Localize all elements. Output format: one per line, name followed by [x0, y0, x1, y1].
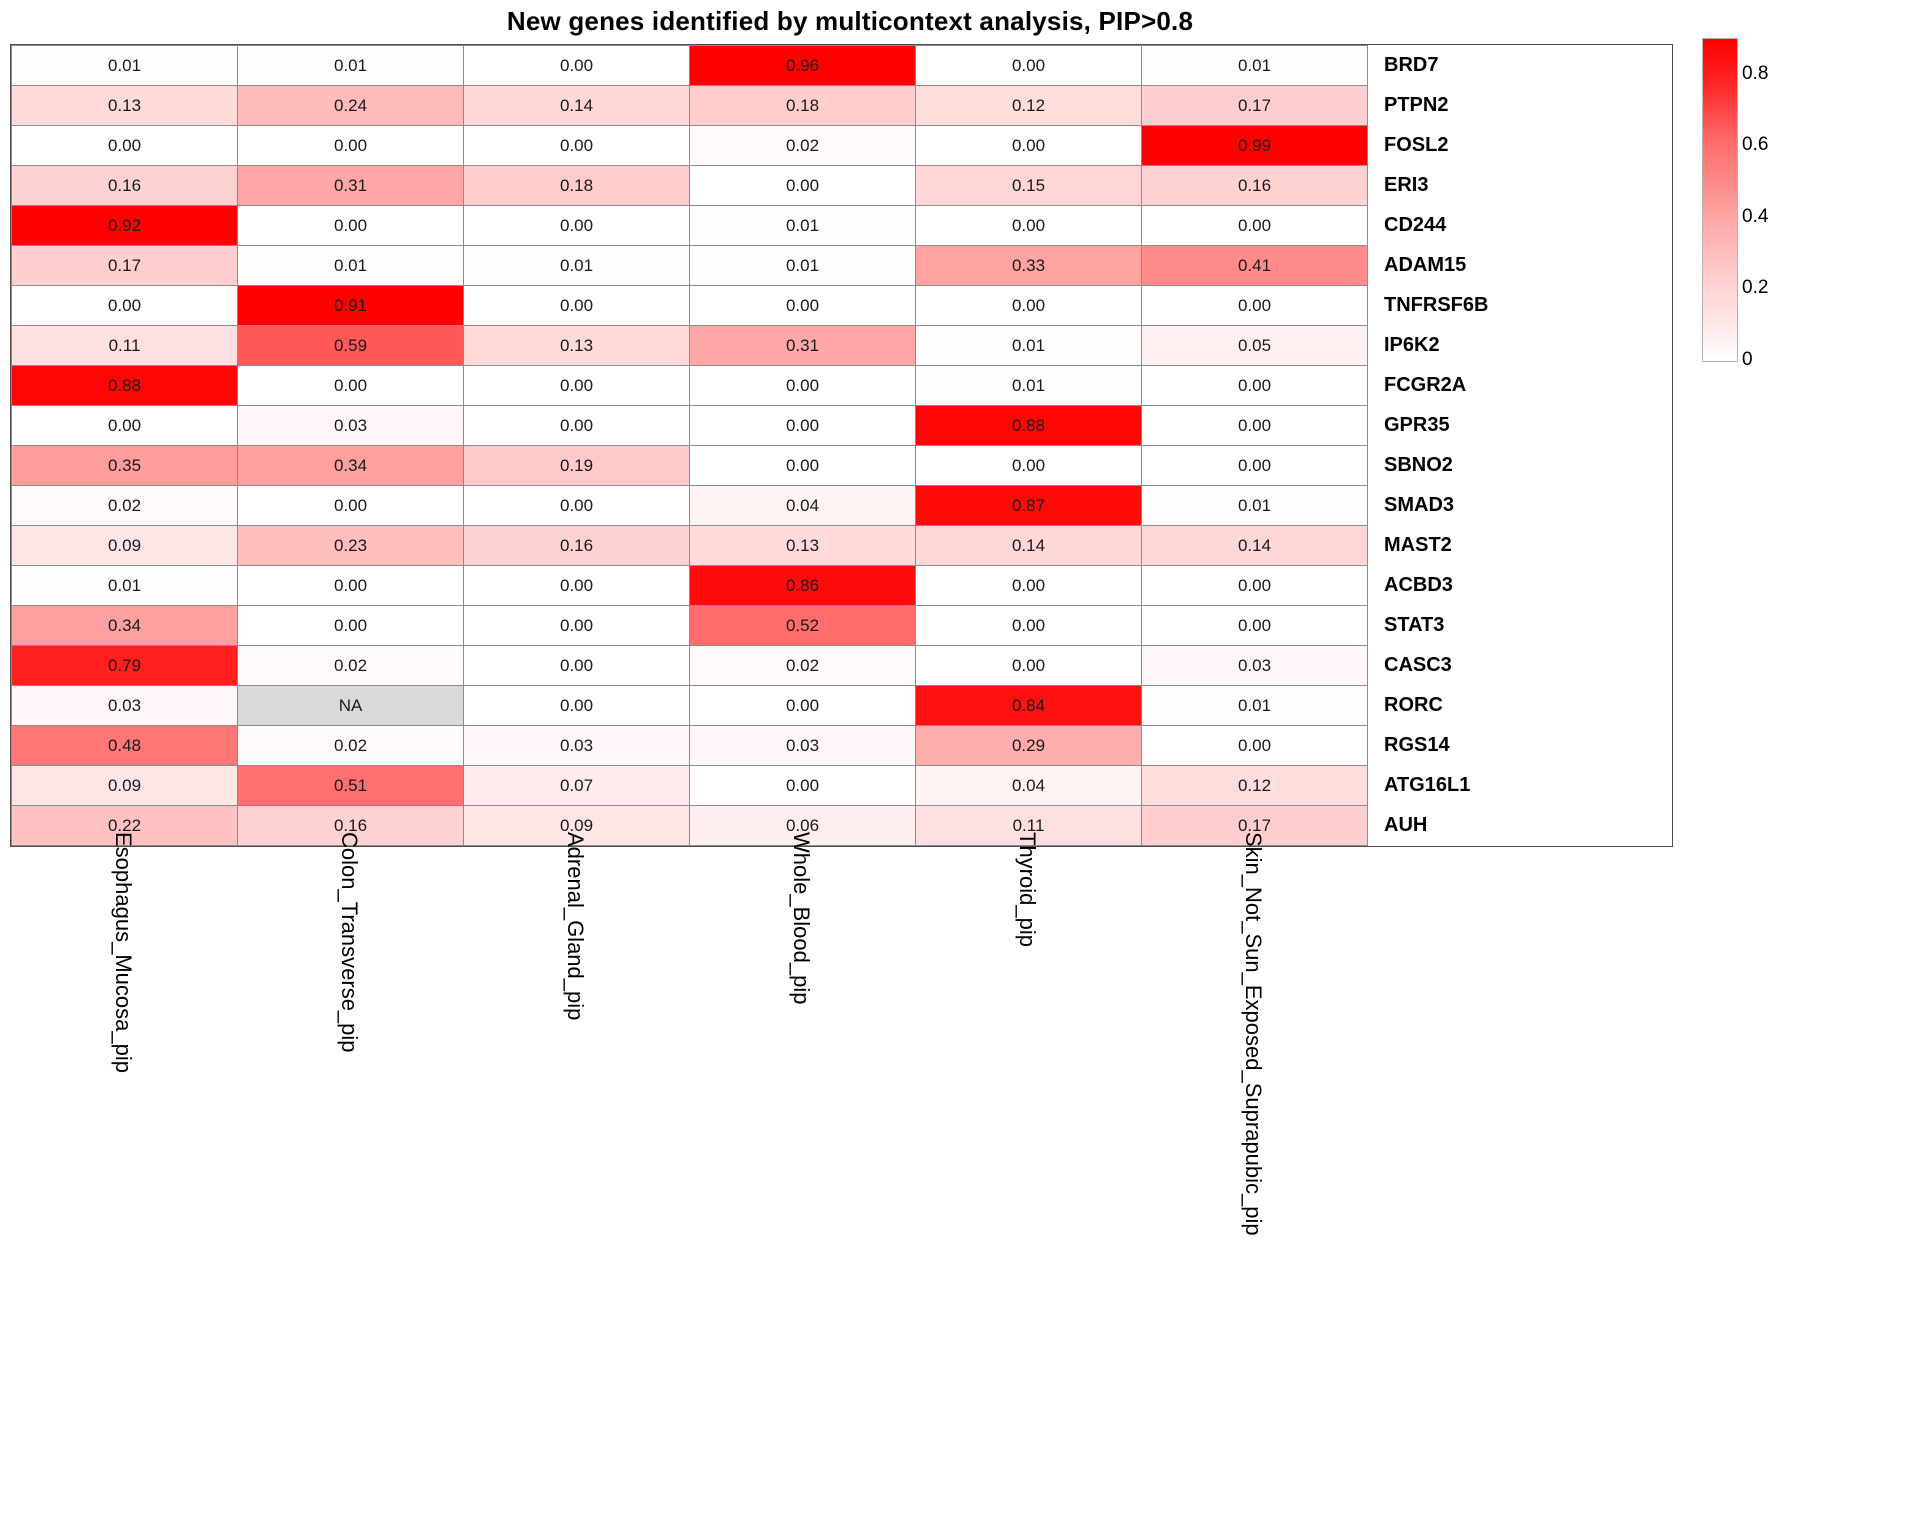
heatmap-cell: 0.07: [464, 766, 690, 806]
colorbar-tick-label: 0: [1742, 349, 1753, 370]
heatmap-cell: 0.00: [916, 566, 1142, 606]
row-label: MAST2: [1384, 534, 1452, 556]
table-row: [12, 726, 1673, 766]
heatmap-cell: 0.00: [238, 366, 464, 406]
heatmap-cell: 0.59: [238, 326, 464, 366]
column-label-slot: [1140, 828, 1366, 1448]
heatmap-cell: 0.00: [690, 166, 916, 206]
heatmap-cell: 0.09: [12, 526, 238, 566]
heatmap-cell: 0.35: [12, 446, 238, 486]
row-label: RGS14: [1384, 734, 1450, 756]
column-label-slot: [914, 828, 1140, 1448]
heatmap-cell: 0.16: [464, 526, 690, 566]
heatmap-cell: 0.00: [1142, 566, 1368, 606]
heatmap-cell: 0.00: [690, 766, 916, 806]
column-label: Esophagus_Mucosa_pip: [111, 832, 136, 1073]
column-label: Whole_Blood_pip: [789, 832, 814, 1005]
row-label: SBNO2: [1384, 454, 1453, 476]
column-label-slot: [688, 828, 914, 1448]
heatmap-cell: 0.01: [1142, 46, 1368, 86]
heatmap-cell: 0.99: [1142, 126, 1368, 166]
heatmap-cell: 0.96: [690, 46, 916, 86]
heatmap-cell: 0.05: [1142, 326, 1368, 366]
table-row: [12, 326, 1673, 366]
row-label: ACBD3: [1384, 574, 1453, 596]
heatmap-cell: 0.31: [238, 166, 464, 206]
column-label: Adrenal_Gland_pip: [563, 832, 588, 1021]
table-row: [12, 366, 1673, 406]
heatmap-cell: 0.03: [12, 686, 238, 726]
heatmap-cell: 0.13: [690, 526, 916, 566]
row-label: FCGR2A: [1384, 374, 1467, 396]
colorbar-tick-label: 0.2: [1742, 277, 1769, 299]
row-label: CD244: [1384, 214, 1447, 236]
heatmap-cell: 0.12: [916, 86, 1142, 126]
heatmap-cell: 0.19: [464, 446, 690, 486]
heatmap-cell: 0.00: [238, 126, 464, 166]
heatmap-cell: 0.48: [12, 726, 238, 766]
heatmap-cell: 0.41: [1142, 246, 1368, 286]
row-label: FOSL2: [1384, 134, 1449, 156]
heatmap-cell: 0.00: [12, 126, 238, 166]
table-row: [12, 606, 1673, 646]
table-row: [12, 406, 1673, 446]
heatmap-cell: 0.03: [238, 406, 464, 446]
heatmap-cell: 0.16: [12, 166, 238, 206]
heatmap-cell: 0.00: [464, 366, 690, 406]
heatmap-cell: 0.00: [464, 486, 690, 526]
page-title: New genes identified by multicontext analysis, PIP>0.8: [506, 6, 1194, 36]
row-label: STAT3: [1384, 614, 1445, 636]
heatmap-cell: 0.00: [238, 206, 464, 246]
table-row: [12, 206, 1673, 246]
heatmap-cell: 0.18: [464, 166, 690, 206]
heatmap-cell: 0.02: [238, 646, 464, 686]
heatmap-cell: 0.11: [12, 326, 238, 366]
table-row: [12, 646, 1673, 686]
table-row: [12, 246, 1673, 286]
heatmap-cell: 0.00: [916, 206, 1142, 246]
row-label: TNFRSF6B: [1384, 294, 1489, 316]
heatmap-cell: 0.15: [916, 166, 1142, 206]
column-label-slot: [462, 828, 688, 1448]
heatmap-cell: 0.00: [464, 126, 690, 166]
table-row: [12, 486, 1673, 526]
heatmap-cell: 0.00: [916, 606, 1142, 646]
colorbar-tick-label: 0.4: [1742, 205, 1769, 227]
heatmap-cell: 0.91: [238, 286, 464, 326]
table-row: [12, 166, 1673, 206]
heatmap-cell: 0.00: [464, 646, 690, 686]
heatmap-cell: 0.00: [1142, 606, 1368, 646]
row-label: GPR35: [1384, 414, 1450, 436]
heatmap-cell: 0.88: [916, 406, 1142, 446]
table-row: [12, 446, 1673, 486]
heatmap-cell: 0.23: [238, 526, 464, 566]
table-row: [12, 286, 1673, 326]
heatmap-cell: 0.03: [1142, 646, 1368, 686]
heatmap-cell: 0.03: [464, 726, 690, 766]
heatmap-cell: 0.11: [916, 806, 1142, 846]
heatmap-cell: 0.92: [12, 206, 238, 246]
table-row: [12, 86, 1673, 126]
heatmap-cell: 0.00: [916, 286, 1142, 326]
heatmap-cell: 0.01: [690, 246, 916, 286]
heatmap-cell: 0.01: [690, 206, 916, 246]
heatmap-cell: 0.02: [690, 126, 916, 166]
heatmap-cell: 0.17: [1142, 86, 1368, 126]
heatmap-cell: 0.00: [1142, 206, 1368, 246]
heatmap-cell: 0.00: [464, 686, 690, 726]
row-label: SMAD3: [1384, 494, 1455, 516]
heatmap-cell: 0.00: [916, 446, 1142, 486]
heatmap-cell: 0.01: [12, 566, 238, 606]
heatmap-cell: 0.51: [238, 766, 464, 806]
heatmap-cell: 0.31: [690, 326, 916, 366]
heatmap-cell: 0.00: [12, 406, 238, 446]
column-label: Colon_Transverse_pip: [337, 832, 362, 1053]
heatmap-cell: 0.18: [690, 86, 916, 126]
heatmap-cell: 0.00: [1142, 726, 1368, 766]
heatmap-cell: 0.88: [12, 366, 238, 406]
colorbar-gradient: [1702, 38, 1738, 362]
heatmap-cell: 0.00: [238, 606, 464, 646]
heatmap-cell: 0.00: [12, 286, 238, 326]
heatmap-cell: 0.86: [690, 566, 916, 606]
table-row: [12, 766, 1673, 806]
heatmap-cell: 0.00: [690, 446, 916, 486]
heatmap-cell: 0.00: [464, 206, 690, 246]
heatmap-cell: 0.01: [1142, 486, 1368, 526]
heatmap-cell: 0.00: [1142, 406, 1368, 446]
heatmap-cell: 0.00: [1142, 366, 1368, 406]
heatmap-cell: 0.00: [1142, 446, 1368, 486]
heatmap-cell: 0.84: [916, 686, 1142, 726]
heatmap-cell: 0.52: [690, 606, 916, 646]
heatmap-cell: 0.01: [1142, 686, 1368, 726]
heatmap-cell: 0.00: [916, 126, 1142, 166]
heatmap-cell: 0.01: [238, 46, 464, 86]
heatmap-cell: 0.13: [12, 86, 238, 126]
heatmap-cell: 0.00: [1142, 286, 1368, 326]
heatmap-cell: 0.09: [464, 806, 690, 846]
row-label: ADAM15: [1384, 254, 1467, 276]
heatmap-cell: 0.04: [690, 486, 916, 526]
row-label: ERI3: [1384, 174, 1429, 196]
column-label: Thyroid_pip: [1015, 832, 1040, 947]
heatmap-cell: 0.17: [12, 246, 238, 286]
heatmap-cell: 0.00: [464, 46, 690, 86]
heatmap-cell: 0.01: [238, 246, 464, 286]
table-row: [12, 686, 1673, 726]
heatmap-cell: 0.00: [690, 686, 916, 726]
heatmap-cell: 0.00: [690, 286, 916, 326]
heatmap-cell: 0.34: [238, 446, 464, 486]
heatmap-cell: 0.00: [464, 286, 690, 326]
row-label: ATG16L1: [1384, 774, 1471, 796]
heatmap-cell: 0.00: [690, 406, 916, 446]
heatmap-cell: 0.16: [1142, 166, 1368, 206]
heatmap-cell: 0.00: [690, 366, 916, 406]
heatmap-cell: 0.14: [916, 526, 1142, 566]
heatmap-cell: 0.29: [916, 726, 1142, 766]
heatmap-cell: 0.04: [916, 766, 1142, 806]
heatmap-cell: 0.00: [464, 406, 690, 446]
heatmap-cell: 0.14: [464, 86, 690, 126]
row-label: CASC3: [1384, 654, 1452, 676]
heatmap-cell: 0.12: [1142, 766, 1368, 806]
heatmap-cell: NA: [238, 686, 464, 726]
row-label: IP6K2: [1384, 334, 1440, 356]
colorbar-tick-label: 0.6: [1742, 134, 1769, 156]
column-label-slot: [10, 828, 236, 1448]
table-row: [12, 526, 1673, 566]
column-label-slot: [236, 828, 462, 1448]
column-labels: [10, 828, 1431, 1448]
heatmap-cell: 0.09: [12, 766, 238, 806]
colorbar-tick-label: 0.8: [1742, 62, 1769, 84]
heatmap-cell: 0.16: [238, 806, 464, 846]
heatmap-cell: 0.14: [1142, 526, 1368, 566]
heatmap-cell: 0.87: [916, 486, 1142, 526]
heatmap-cell: 0.01: [12, 46, 238, 86]
heatmap-cell: 0.00: [916, 46, 1142, 86]
heatmap-cell: 0.00: [916, 646, 1142, 686]
heatmap-cell: 0.79: [12, 646, 238, 686]
row-label: PTPN2: [1384, 94, 1449, 116]
heatmap-cell: 0.02: [238, 726, 464, 766]
row-label: AUH: [1384, 814, 1428, 836]
heatmap-cell: 0.00: [464, 566, 690, 606]
table-row: [12, 126, 1673, 166]
heatmap-cell: 0.24: [238, 86, 464, 126]
heatmap-cell: 0.00: [238, 486, 464, 526]
heatmap-cell: 0.13: [464, 326, 690, 366]
column-label: Skin_Not_Sun_Exposed_Suprapubic_pip: [1241, 832, 1266, 1236]
row-label: RORC: [1384, 694, 1443, 716]
table-row: [12, 46, 1673, 86]
heatmap-cell: 0.22: [12, 806, 238, 846]
heatmap-cell: 0.17: [1142, 806, 1368, 846]
row-label: BRD7: [1384, 54, 1439, 76]
heatmap-cell: 0.34: [12, 606, 238, 646]
table-row: [12, 566, 1673, 606]
heatmap-table: [11, 45, 1673, 846]
heatmap-cell: 0.06: [690, 806, 916, 846]
heatmap-cell: 0.01: [916, 326, 1142, 366]
heatmap-cell: 0.00: [464, 606, 690, 646]
heatmap-cell: 0.03: [690, 726, 916, 766]
heatmap-cell: 0.00: [238, 566, 464, 606]
heatmap-grid: [10, 44, 1673, 847]
heatmap-cell: 0.33: [916, 246, 1142, 286]
heatmap-cell: 0.01: [916, 366, 1142, 406]
heatmap-cell: 0.02: [12, 486, 238, 526]
heatmap-cell: 0.01: [464, 246, 690, 286]
heatmap-cell: 0.02: [690, 646, 916, 686]
